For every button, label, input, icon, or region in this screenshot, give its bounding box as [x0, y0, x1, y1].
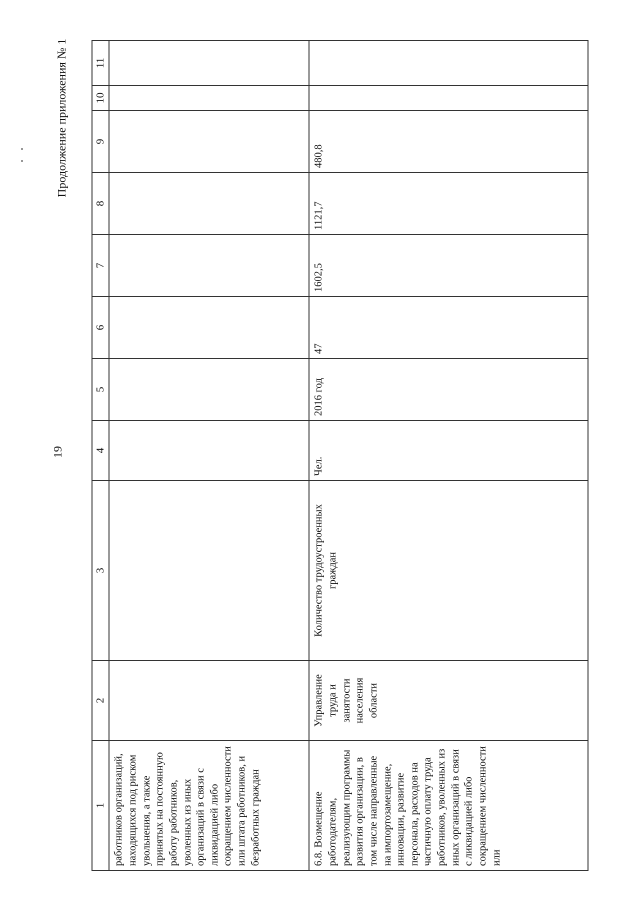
- table-cell: [109, 481, 309, 661]
- column-number: 11: [92, 41, 109, 86]
- table-cell: [109, 235, 309, 297]
- table-cell: [109, 41, 309, 86]
- table-cell: [109, 86, 309, 111]
- column-number: 5: [92, 359, 109, 421]
- page-header: Продолжение приложения № 1: [54, 38, 69, 198]
- table-cell: Количество трудоустроенных граждан: [309, 481, 588, 661]
- table-cell: [109, 661, 309, 741]
- table-cell: [309, 86, 588, 111]
- table-row: [109, 41, 309, 871]
- column-number: 7: [92, 235, 109, 297]
- column-number: 6: [92, 297, 109, 359]
- table-cell: [109, 173, 309, 235]
- table-cell: [309, 41, 588, 86]
- table-cell: Чел.: [309, 421, 588, 481]
- table-row: [309, 41, 588, 871]
- table-cell: работников организаций, находящихся под риском увольнения, а также принятых на постоянную работу работников, уволенных из иных организаций в связи с ликвидацией либо сокращением численности или штата работников, и безработных граждан: [109, 741, 309, 871]
- table-cell: [109, 359, 309, 421]
- table-cell: 2016 год: [309, 359, 588, 421]
- table-cell: [109, 297, 309, 359]
- table-cell: [109, 421, 309, 481]
- table-cell: 480,8: [309, 111, 588, 173]
- table-cell: [109, 111, 309, 173]
- scan-speck: [21, 160, 23, 162]
- column-number: 4: [92, 421, 109, 481]
- column-number: 3: [92, 481, 109, 661]
- table-cell: 47: [309, 297, 588, 359]
- column-number: 1: [92, 741, 109, 871]
- column-number: 2: [92, 661, 109, 741]
- column-number-row: [92, 41, 109, 871]
- scan-speck: [21, 148, 23, 150]
- table-cell: 6.8. Возмещение работодателям, реализующим программы развития организации, в том числе направленные на импортозамещение, инновации, развитие персонала, расходов на частичную оплату труда работников, уволенных из иных организаций в связи с ликвидацией либо сокращением численности или: [309, 741, 588, 871]
- column-number: 9: [92, 111, 109, 173]
- column-number: 8: [92, 173, 109, 235]
- page-number: 19: [50, 446, 65, 458]
- program-table: [92, 41, 585, 871]
- table-cell: Управление труда и занятости населения области: [309, 661, 588, 741]
- table-cell: 1602,5: [309, 235, 588, 297]
- table-cell: 1121,7: [309, 173, 588, 235]
- column-number: 10: [92, 86, 109, 111]
